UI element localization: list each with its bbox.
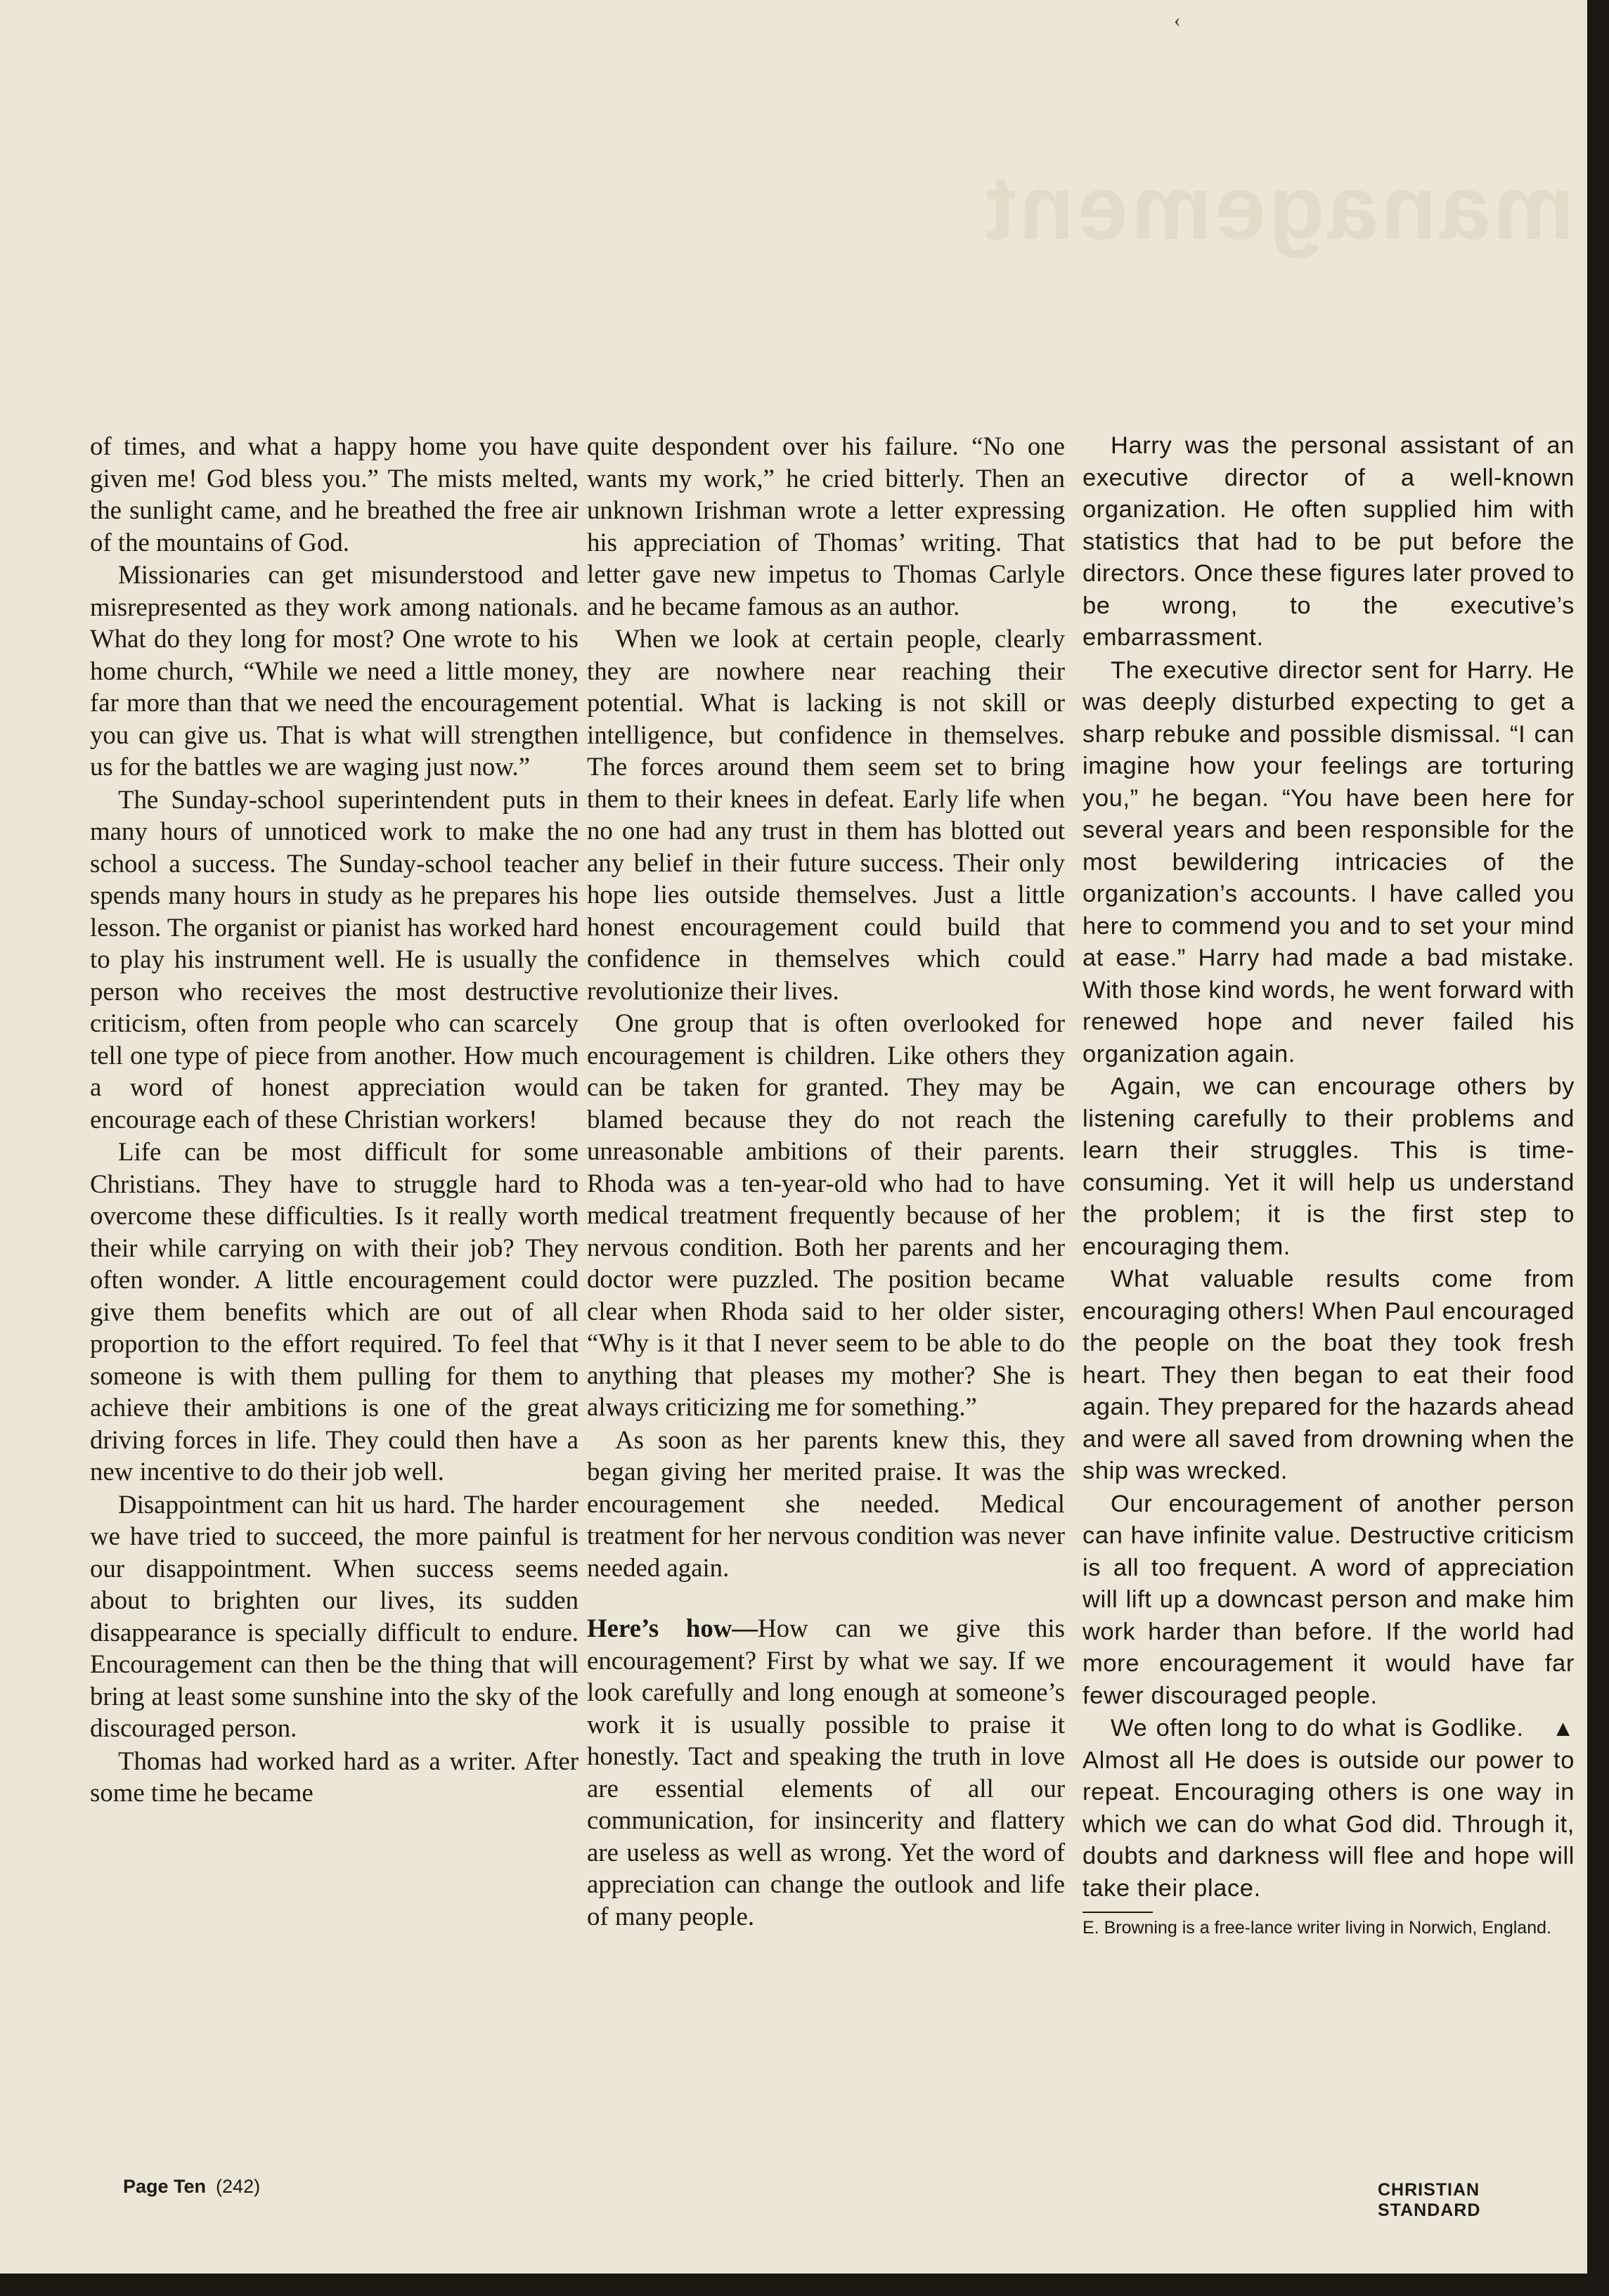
paragraph: Again, we can encourage others by listening carefully to their problems and learn their struggles. This is time-consuming. Yet it will help us understand the problem; it is the first step to encouraging them. bbox=[1083, 1073, 1575, 1260]
page-label: Page Ten bbox=[123, 2176, 207, 2197]
last-paragraph bbox=[1083, 1713, 1575, 1905]
paragraph: Our encouragement of another person can have infinite value. Destructive criticism is all too frequent. A word of appreciation will lift up a downcast person and make him work harder than before. If the world had more encouragement it would have far fewer discouraged people. bbox=[1083, 1490, 1575, 1709]
paragraph: quite despondent over his failure. “No one wants my work,” he cried bitterly. Then an unknown Irishman wrote a letter expressing his appreciation of Thomas’ writing. That letter gave new impetus to Thomas Carlyle and he became famous as an author. bbox=[587, 432, 1065, 621]
column-3 bbox=[1083, 430, 1575, 1939]
section-heading: Here’s how— bbox=[587, 1614, 758, 1642]
page-number: (242) bbox=[216, 2176, 261, 2197]
paragraph: Thomas had worked hard as a writer. After some time he became bbox=[90, 1746, 579, 1807]
paragraph: of times, and what a happy home you have given me! God bless you.” The mists melted, the sunlight came, and he breathed the free air of the mountains of God. bbox=[90, 432, 579, 557]
paragraph-text: We often long to do what is Godlike. Almost all He does is outside our power to repeat. Encouraging others is one way in which we can do what God did. Through it, doubts and darkness will flee and hope will take their place. bbox=[1083, 1715, 1575, 1902]
paragraph: The Sunday-school superintendent puts in many hours of unnoticed work to make the school a success. The Sunday-school teacher spends many hours in study as he prepares his lesson. The organist or pianist has worked hard to play his instrument well. He is usually the person who receives the most destructive criticism, often from people who can scarcely tell one type of piece from another. How much a word of honest appreciation would encourage each of these Christian workers! bbox=[90, 784, 579, 1134]
section-paragraph bbox=[587, 1612, 1065, 1932]
column-1 bbox=[90, 430, 579, 1810]
paragraph: Life can be most difficult for some Christians. They have to struggle hard to overcome these difficulties. Is it really worth their while carrying on with their job? They often wonder. A little encouragement could give them benefits which are out of all proportion to the effort required. To feel that someone is with them pulling for them to achieve their ambitions is one of the great driving forces in life. They could then have a new incentive to do their job well. bbox=[90, 1137, 579, 1486]
stray-mark: ‹ bbox=[1174, 10, 1181, 32]
section-gap bbox=[587, 1584, 1065, 1612]
publication-name: CHRISTIAN STANDARD bbox=[1378, 2180, 1481, 2220]
page-footer-left bbox=[123, 2176, 260, 2198]
paragraph: One group that is often overlooked for encouragement is children. Like others they can be taken for granted. They may be blamed because they do not reach the unreasonable ambitions of their parents. Rhoda was a ten-year-old who had to have medical treatment frequently because of her nervous condition. Both her parents and her doctor were puzzled. The position became clear when Rhoda said to her older sister, “Why is it that I never seem to be able to do anything that pleases my mother? She is always criticizing me for something.” bbox=[587, 1008, 1065, 1421]
end-mark-icon: ▲ bbox=[1551, 1715, 1575, 1741]
paragraph: Harry was the personal assistant of an executive director of a well-known organization. He often supplied him with statistics that had to be put before the directors. Once these figures later proved to be wrong, to the executive’s embarrassment. bbox=[1083, 432, 1575, 651]
column-2 bbox=[587, 430, 1065, 1933]
paragraph: Disappointment can hit us hard. The harder we have tried to succeed, the more painful is our disappointment. When success seems about to brighten our lives, its sudden disappearance is specially difficult to endure. Encouragement can then be the thing that will bring at least some sunshine into the sky of the discouraged person. bbox=[90, 1489, 579, 1742]
paragraph: When we look at certain people, clearly they are nowhere near reaching their potential. What is lacking is not skill or intelligence, but confidence in themselves. The forces around them seem set to bring them to their knees in defeat. Early life when no one had any trust in them has blotted out any belief in their future success. Their only hope lies outside themselves. Just a little honest encouragement could build that confidence in themselves which could revolutionize their lives. bbox=[587, 624, 1065, 1005]
paragraph: Missionaries can get misunderstood and misrepresented as they work among nationals. What do they long for most? One wrote to his home church, “While we need a little money, far more than that we need the encouragement you can give us. That is what will strengthen us for the battles we are waging just now.” bbox=[90, 560, 579, 781]
footnote-rule bbox=[1083, 1912, 1153, 1913]
paragraph: What valuable results come from encouraging others! When Paul encouraged the people on the boat they took fresh heart. They then began to eat their food again. They prepared for the hazards ahead and were all saved from drowning when the ship was wrecked. bbox=[1083, 1266, 1575, 1484]
bleed-through-heading: management bbox=[983, 156, 1575, 259]
section-text: How can we give this encouragement? First by what we say. If we look carefully and long enough at someone’s work it is usually possible to praise it honestly. Tact and speaking the truth in love are essential elements of all our communication, for insincerity and flattery are useless as well as wrong. Yet the word of appreciation can change the outlook and life of many people. bbox=[587, 1614, 1065, 1931]
paragraph: As soon as her parents knew this, they began giving her merited praise. It was the encouragement she needed. Medical treatment for her nervous condition was never needed again. bbox=[587, 1425, 1065, 1582]
author-note: E. Browning is a free-lance writer living in Norwich, England. bbox=[1083, 1918, 1551, 1938]
paragraph: The executive director sent for Harry. He was deeply disturbed expecting to get a sharp rebuke and possible dismissal. “I can imagine how your feelings are torturing you,” he began. “You have been here for several years and been responsible for the most bewildering intricacies of the organization’s accounts. I have called you here to commend you and to set your mind at ease.” Harry had made a bad mistake. With those kind words, he went forward with renewed hope and never failed his organization again. bbox=[1083, 656, 1575, 1068]
